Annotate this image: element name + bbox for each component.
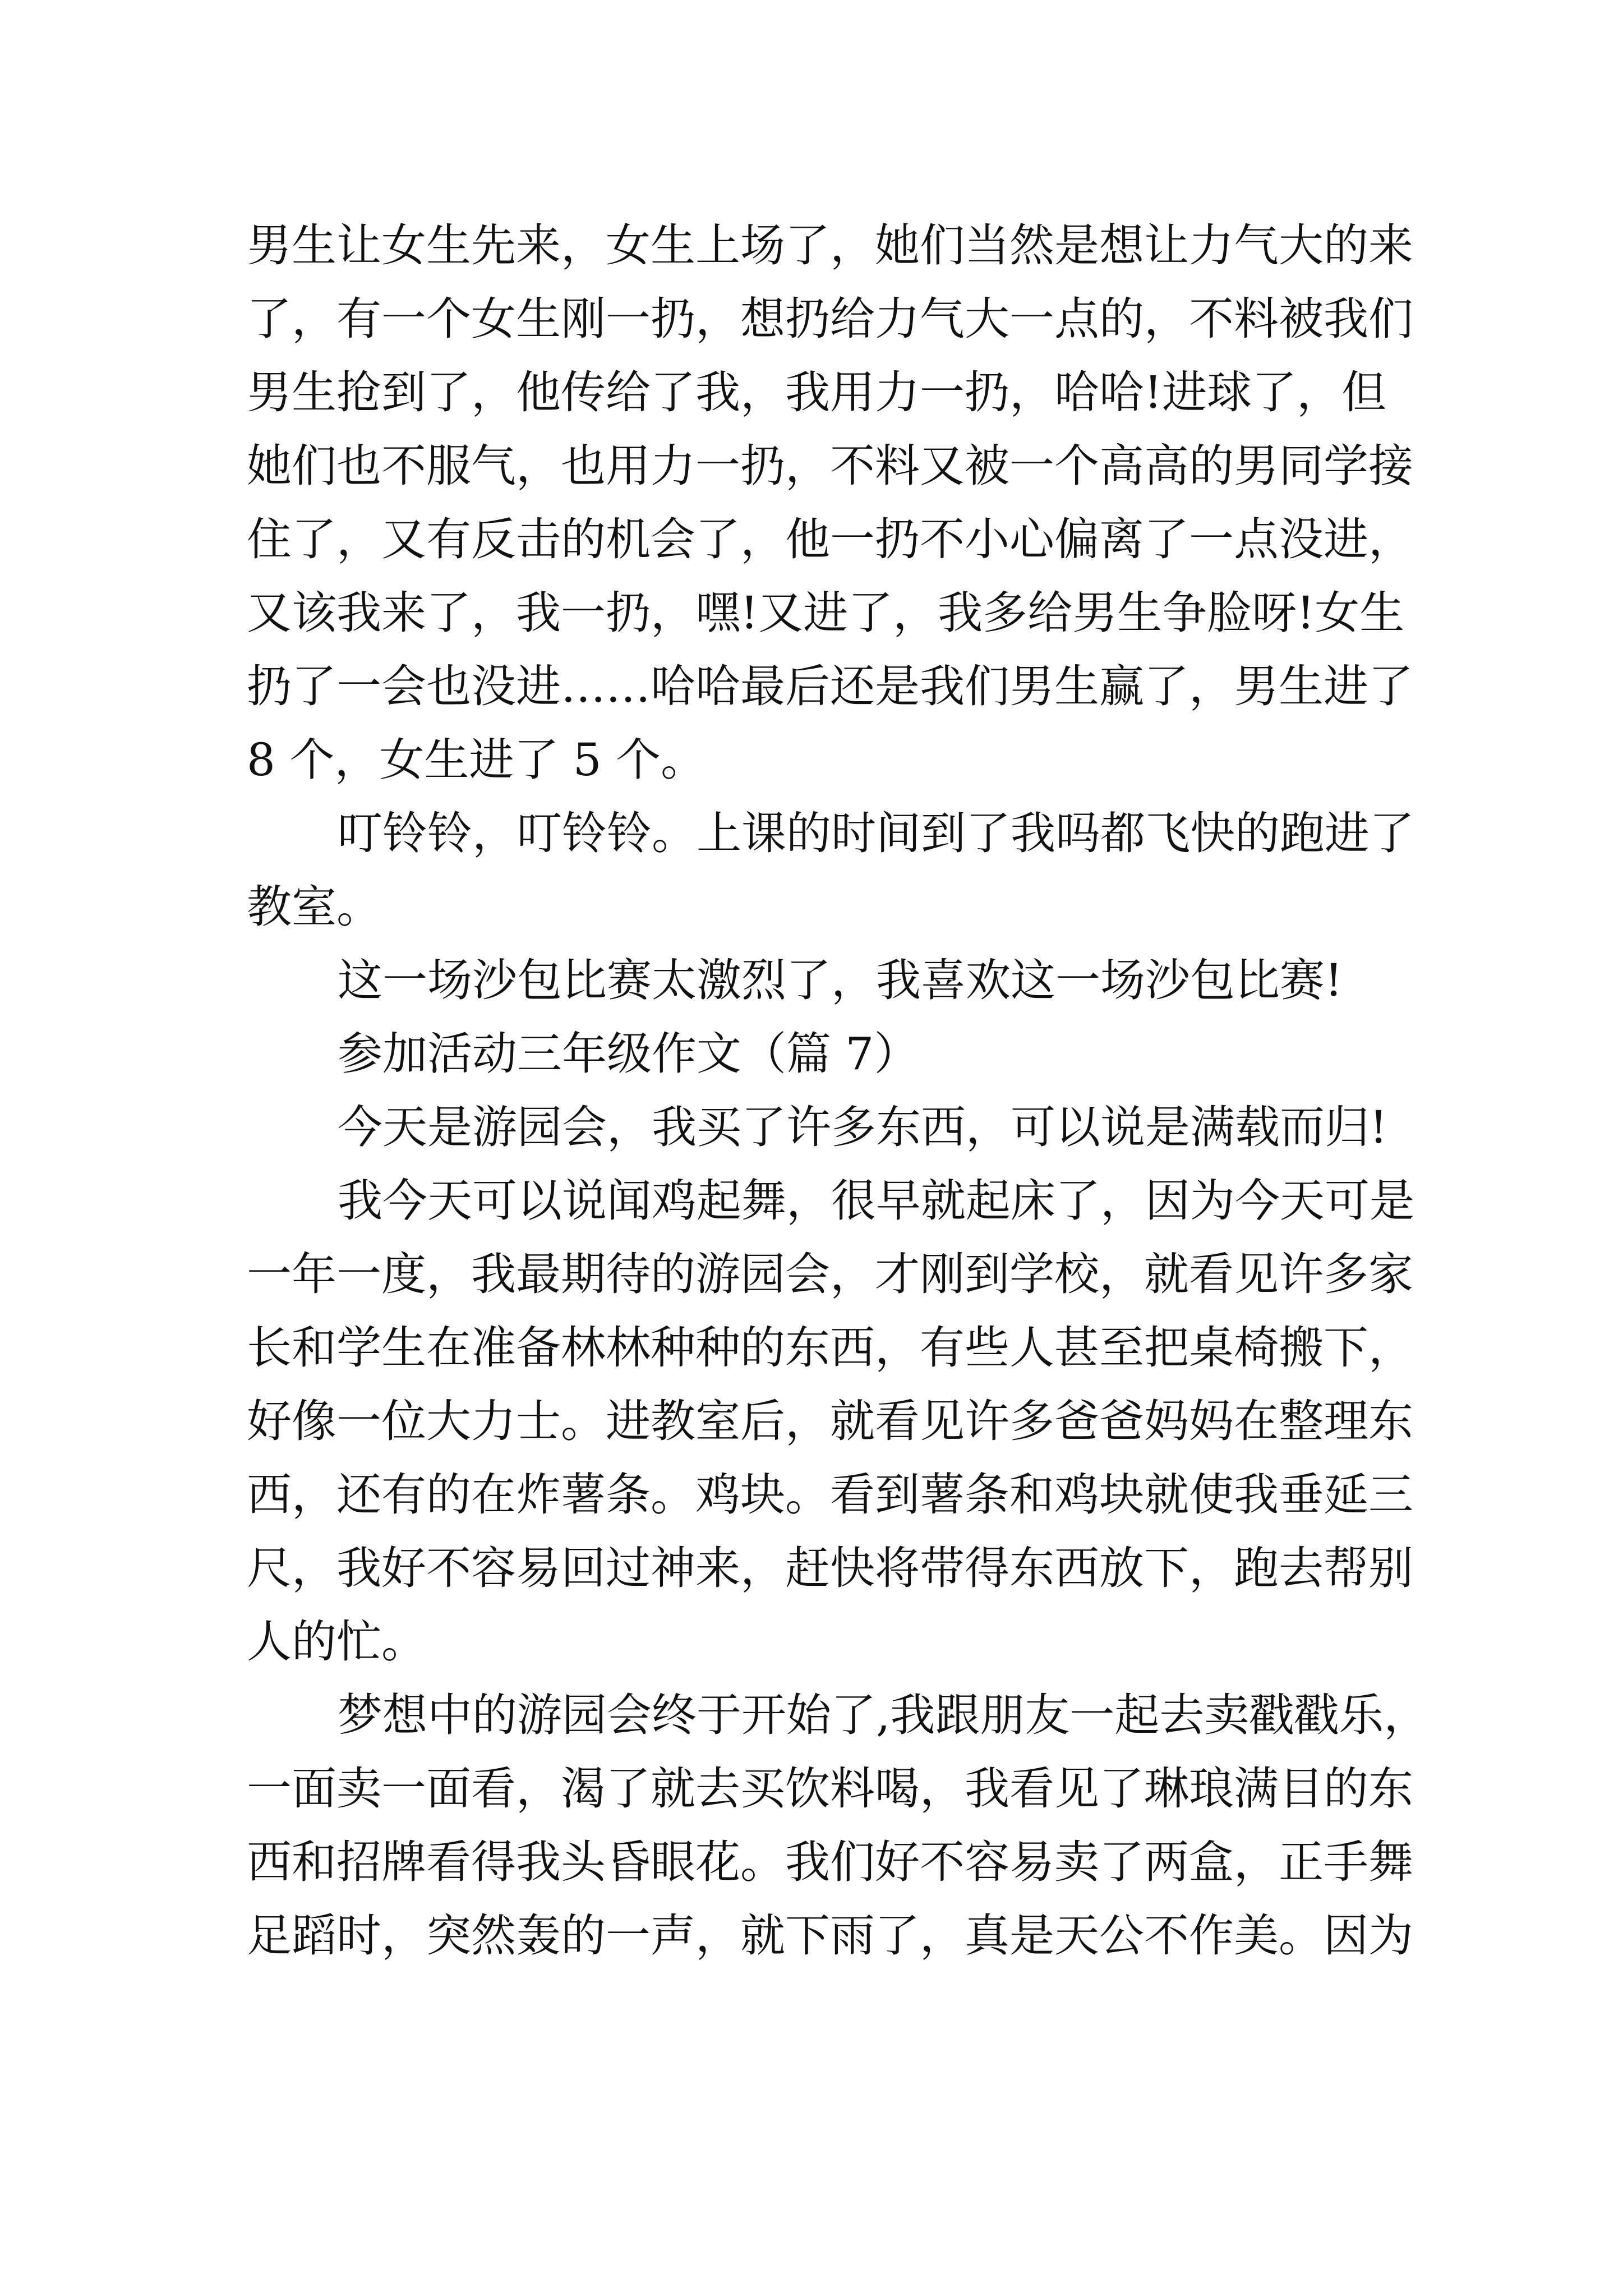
text-line: 人的忙。 — [247, 1616, 426, 1668]
text-line: 西，还有的在炸薯条。鸡块。看到薯条和鸡块就使我垂延三 — [247, 1469, 1413, 1521]
text-line: 她们也不服气，也用力一扔，不料又被一个高高的男同学接 — [247, 440, 1413, 492]
text-line: 尺，我好不容易回过神来，赶快将带得东西放下，跑去帮别 — [247, 1542, 1413, 1594]
document-body — [247, 209, 1429, 1972]
text-line: 教室。 — [247, 881, 381, 933]
text-line: 男生抢到了，他传给了我，我用力一扔，哈哈!进球了，但 — [247, 366, 1387, 418]
text-line: 了，有一个女生刚一扔，想扔给力气大一点的，不料被我们 — [247, 293, 1413, 345]
paragraph-start-line: 梦想中的游园会终于开始了,我跟朋友一起去卖戳戳乐， — [338, 1689, 1429, 1741]
text-line: 8 个，女生进了 5 个。 — [247, 734, 706, 786]
text-line: 西和招牌看得我头昏眼花。我们好不容易卖了两盒，正手舞 — [247, 1836, 1413, 1888]
paragraph-start-line: 今天是游园会，我买了许多东西，可以说是满载而归! — [338, 1101, 1388, 1153]
text-line: 一面卖一面看，渴了就去买饮料喝，我看见了琳琅满目的东 — [247, 1763, 1413, 1815]
text-line: 男生让女生先来，女生上场了，她们当然是想让力气大的来 — [247, 219, 1413, 272]
text-line: 住了，又有反击的机会了，他一扔不小心偏离了一点没进， — [247, 513, 1413, 565]
text-line: 长和学生在准备林林种种的东西，有些人甚至把桌椅搬下， — [247, 1322, 1413, 1374]
paragraph-start-line: 这一场沙包比赛太激烈了，我喜欢这一场沙包比赛! — [338, 954, 1343, 1006]
text-line: 又该我来了，我一扔，嘿!又进了，我多给男生争脸呀!女生 — [247, 587, 1405, 639]
paragraph-start-line: 叮铃铃，叮铃铃。上课的时间到了我吗都飞快的跑进了 — [338, 807, 1414, 859]
paragraph-start-line: 我今天可以说闻鸡起舞，很早就起床了，因为今天可是 — [338, 1175, 1414, 1227]
text-line: 扔了一会也没进……哈哈最后还是我们男生赢了，男生进了 — [247, 660, 1413, 712]
text-line: 好像一位大力士。进教室后，就看见许多爸爸妈妈在整理东 — [247, 1395, 1413, 1447]
text-line: 足蹈时，突然轰的一声，就下雨了，真是天公不作美。因为 — [247, 1910, 1413, 1962]
section-heading: 参加活动三年级作文（篇 7） — [338, 1028, 919, 1080]
text-line: 一年一度，我最期待的游园会，才刚到学校，就看见许多家 — [247, 1248, 1413, 1300]
